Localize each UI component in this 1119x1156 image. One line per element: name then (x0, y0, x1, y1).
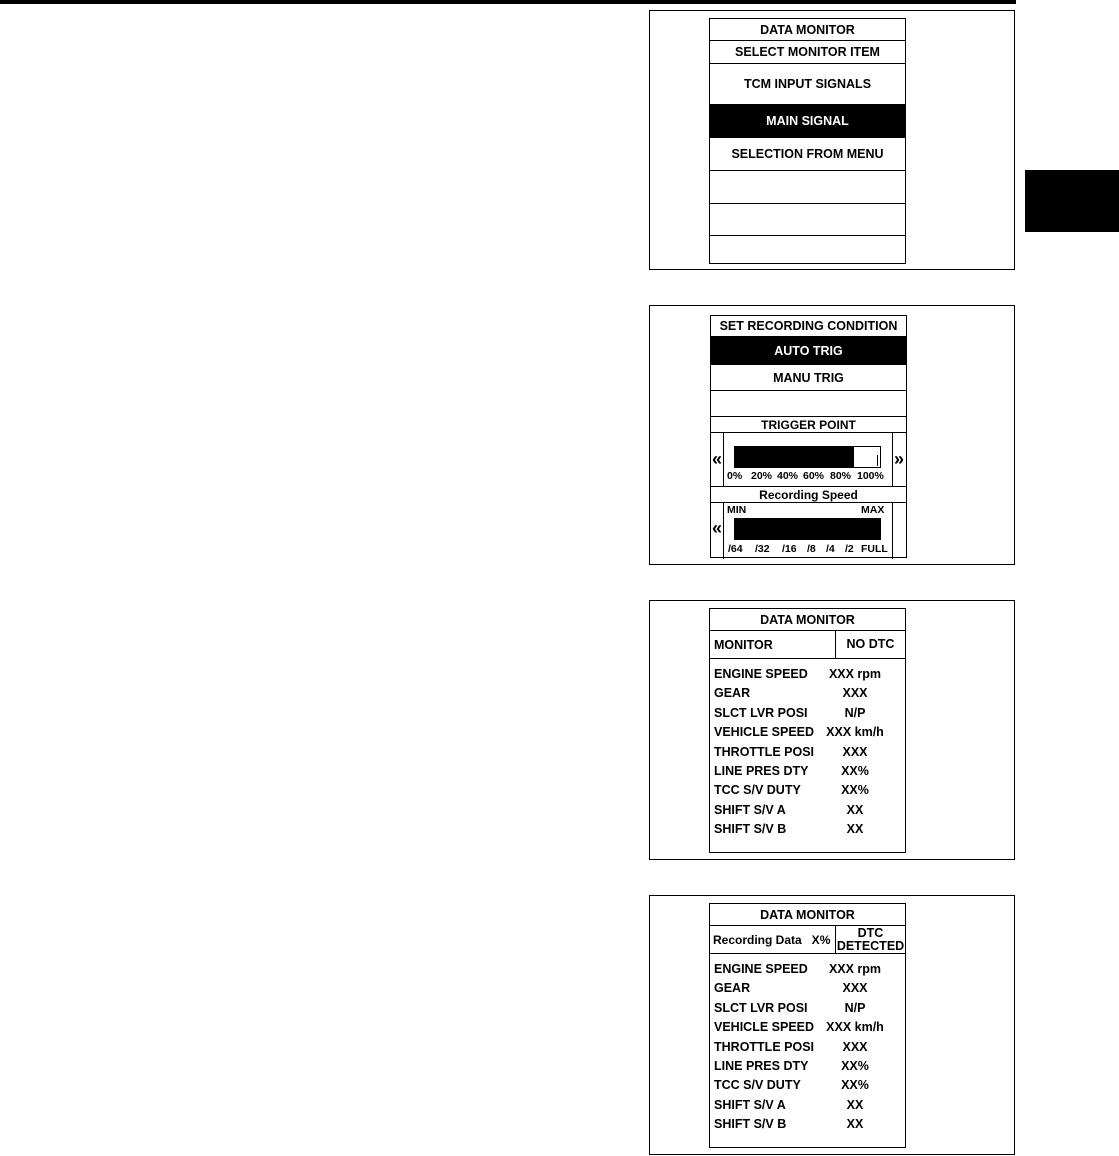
item-name: LINE PRES DTY (714, 764, 809, 778)
item-name: SHIFT S/V A (714, 1097, 786, 1112)
list-item (710, 1038, 905, 1057)
list-item (710, 820, 905, 839)
speed-tick-label: /64 (728, 543, 743, 555)
item-name: THROTTLE POSI (714, 744, 814, 759)
item-name: GEAR (714, 981, 751, 996)
item-name: SLCT LVR POSI (714, 705, 808, 720)
item-value: XX% (841, 764, 869, 778)
recording-condition-screen (710, 315, 907, 558)
list-item (710, 1018, 905, 1037)
monitor-label: MONITOR (710, 631, 836, 658)
item-name: ENGINE SPEED (714, 962, 808, 976)
figure-select-monitor-item (649, 10, 1015, 270)
dtc-detected-label (836, 926, 905, 953)
option-manu-trig[interactable]: MANU TRIG (711, 365, 906, 391)
item-name: THROTTLE POSI (714, 1039, 814, 1054)
data-monitor-title: DATA MONITOR (710, 904, 905, 926)
item-name: SHIFT S/V B (714, 822, 787, 837)
trigger-tick-label: 60% (803, 470, 825, 482)
item-value: XX% (841, 1059, 869, 1073)
speed-tick-label: /4 (826, 543, 835, 555)
list-item (710, 723, 905, 742)
data-monitor-header (710, 631, 905, 659)
trigger-point-label: TRIGGER POINT (711, 417, 906, 433)
trigger-point-control (711, 433, 906, 487)
item-value: XXX rpm (828, 962, 882, 976)
data-monitor-header (710, 926, 905, 954)
list-item (710, 999, 905, 1018)
list-item (710, 979, 905, 998)
option-auto-trig[interactable]: AUTO TRIG (711, 337, 906, 365)
item-name: VEHICLE SPEED (714, 1020, 815, 1035)
speed-tick-label: /32 (755, 543, 770, 555)
item-value: XXX rpm (828, 667, 882, 681)
item-name: GEAR (714, 686, 751, 701)
monitor-menu-title: DATA MONITOR (710, 19, 905, 41)
figure-data-monitor-no-dtc (649, 600, 1015, 860)
speed-tick-label: /16 (782, 543, 797, 555)
recording-speed-ticks (727, 543, 892, 557)
item-value: XX% (841, 1078, 869, 1093)
item-value: XXX (842, 686, 868, 701)
trigger-tick-label: 0% (727, 470, 743, 482)
trigger-left-arrow-icon[interactable]: « (712, 449, 723, 469)
menu-item-blank[interactable] (710, 236, 905, 262)
menu-item-blank[interactable] (710, 204, 905, 236)
dtc-label-line2: DETECTED (836, 938, 905, 953)
item-name: ENGINE SPEED (714, 667, 808, 681)
menu-item-main-signal[interactable]: MAIN SIGNAL (710, 105, 905, 138)
recording-speed-label: Recording Speed (711, 487, 906, 503)
list-item (710, 781, 905, 800)
item-name: TCC S/V DUTY (714, 783, 801, 798)
item-name: SLCT LVR POSI (714, 1000, 808, 1015)
list-item (710, 960, 905, 979)
trigger-end-marker (877, 455, 878, 466)
list-item (710, 1076, 905, 1095)
list-item (710, 665, 905, 684)
item-name: VEHICLE SPEED (714, 725, 815, 740)
speed-tick-label: /2 (845, 543, 854, 555)
item-value: XX (846, 802, 864, 817)
list-item (710, 704, 905, 723)
list-item (710, 743, 905, 762)
recording-speed-fill (735, 519, 880, 539)
item-value: XXX (842, 1039, 868, 1054)
trigger-tick-label: 80% (830, 470, 852, 482)
list-item (710, 1057, 905, 1076)
speed-tick-label: /8 (807, 543, 816, 555)
trigger-tick-label: 40% (777, 470, 799, 482)
blank-row (711, 391, 906, 417)
list-item (710, 1115, 905, 1134)
item-value: XX (846, 822, 864, 837)
list-item (710, 684, 905, 703)
top-rule (0, 0, 1016, 4)
figure-data-monitor-dtc-detected (649, 895, 1015, 1155)
item-name: TCC S/V DUTY (714, 1078, 801, 1093)
item-value: XXX (842, 744, 868, 759)
trigger-tick-label: 20% (751, 470, 773, 482)
item-value: XXX km/h (826, 725, 884, 740)
item-name: SHIFT S/V B (714, 1117, 787, 1132)
monitor-menu-screen (709, 18, 906, 264)
trigger-right-arrow-icon[interactable]: » (894, 449, 905, 469)
figure-recording-condition (649, 305, 1015, 565)
item-value: XXX km/h (826, 1020, 884, 1035)
item-value: XX% (841, 783, 869, 798)
data-monitor-title: DATA MONITOR (710, 609, 905, 631)
item-name: LINE PRES DTY (714, 1059, 809, 1073)
monitor-menu-subtitle: SELECT MONITOR ITEM (710, 41, 905, 64)
item-value: N/P (844, 1000, 866, 1015)
dtc-label-line1: DTC (857, 925, 884, 940)
data-monitor-screen (709, 608, 906, 853)
list-item (710, 1096, 905, 1115)
menu-item-tcm-input-signals[interactable]: TCM INPUT SIGNALS (710, 64, 905, 105)
list-item (710, 762, 905, 781)
item-name: SHIFT S/V A (714, 802, 786, 817)
trigger-point-fill (735, 447, 854, 467)
item-value: XX (846, 1097, 864, 1112)
list-item (710, 801, 905, 820)
no-dtc-label: NO DTC (846, 637, 895, 651)
item-value: N/P (844, 705, 866, 720)
speed-tick-label: FULL (861, 543, 888, 555)
data-monitor-recording-screen (709, 903, 906, 1148)
trigger-point-ticks (727, 470, 892, 484)
speed-min-label: MIN (727, 504, 747, 516)
item-value: XX (846, 1117, 864, 1132)
recording-speed-bar[interactable] (734, 518, 881, 540)
menu-item-selection-from-menu[interactable]: SELECTION FROM MENU (710, 138, 905, 171)
trigger-tick-label: 100% (857, 470, 884, 482)
menu-item-blank[interactable] (710, 171, 905, 204)
section-tab (1025, 170, 1119, 232)
speed-left-arrow-icon[interactable]: « (712, 518, 723, 538)
trigger-point-bar[interactable] (734, 446, 881, 468)
recording-data-label: Recording Data X% (710, 926, 836, 953)
item-value: XXX (842, 981, 868, 996)
recording-speed-control (711, 503, 906, 559)
speed-max-label: MAX (861, 504, 885, 516)
recording-condition-title: SET RECORDING CONDITION (711, 316, 906, 337)
